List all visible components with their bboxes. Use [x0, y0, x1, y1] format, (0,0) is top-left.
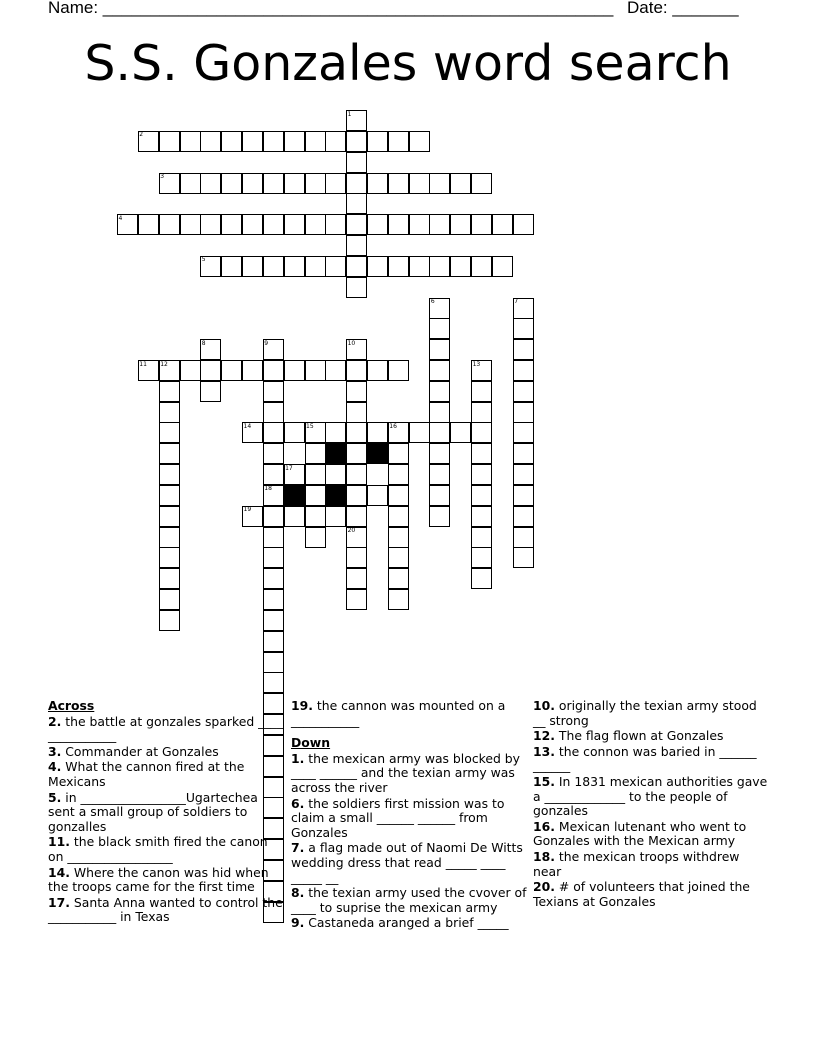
grid-cell[interactable] [346, 568, 367, 589]
grid-cell[interactable] [513, 381, 534, 402]
grid-cell[interactable] [242, 131, 263, 152]
clue-across-17: 17. Santa Anna wanted to control the ___________ in Texas [48, 894, 283, 925]
grid-cell[interactable] [388, 527, 409, 548]
grid-cell[interactable] [388, 568, 409, 589]
grid-cell[interactable] [513, 422, 534, 443]
grid-cell[interactable] [388, 547, 409, 568]
grid-cell[interactable] [263, 443, 284, 464]
grid-cell[interactable] [284, 506, 305, 527]
grid-cell[interactable] [471, 568, 492, 589]
grid-cell[interactable] [429, 402, 450, 423]
grid-cell[interactable] [200, 256, 221, 277]
grid-cell[interactable] [263, 464, 284, 485]
grid-cell[interactable] [242, 214, 263, 235]
clue-across-4: 4. What the cannon fired at the Mexicans [48, 759, 245, 789]
grid-cell[interactable] [346, 277, 367, 298]
grid-cell[interactable] [159, 443, 180, 464]
grid-cell[interactable] [159, 527, 180, 548]
grid-cell[interactable] [513, 402, 534, 423]
grid-cell[interactable] [346, 381, 367, 402]
clue-down-13: 13. the connon was baried in ______ ______ [533, 743, 757, 774]
grid-cell[interactable] [388, 464, 409, 485]
grid-cell[interactable] [513, 547, 534, 568]
grid-cell[interactable] [305, 464, 326, 485]
grid-cell[interactable] [346, 131, 367, 152]
grid-cell[interactable] [284, 422, 305, 443]
clue-across-2: 2. the battle at gonzales sparked ____ ___________ [48, 713, 283, 744]
grid-clue-number: 10 [347, 339, 356, 347]
grid-cell[interactable] [159, 589, 180, 610]
grid-cell[interactable] [159, 610, 180, 631]
grid-cell[interactable] [388, 173, 409, 194]
grid-cell[interactable] [367, 214, 388, 235]
grid-cell[interactable] [450, 422, 471, 443]
grid-cell[interactable] [242, 506, 263, 527]
clue-down-15: 15. In 1831 mexican authorities gave a _____________ to the people of gonzales [533, 773, 768, 819]
grid-clue-number: 11 [139, 360, 147, 368]
grid-cell[interactable] [284, 131, 305, 152]
grid-cell[interactable] [263, 652, 284, 673]
grid-cell[interactable] [471, 443, 492, 464]
grid-cell[interactable] [513, 464, 534, 485]
grid-cell[interactable] [388, 443, 409, 464]
grid-clue-number: 18 [264, 485, 272, 493]
grid-cell[interactable] [409, 131, 430, 152]
grid-cell[interactable] [367, 485, 388, 506]
grid-cell[interactable] [159, 506, 180, 527]
grid-clue-number: 13 [472, 360, 481, 368]
grid-cell[interactable] [346, 110, 367, 131]
grid-cell[interactable] [159, 464, 180, 485]
grid-cell[interactable] [388, 485, 409, 506]
grid-cell[interactable] [492, 256, 513, 277]
grid-cell[interactable] [346, 402, 367, 423]
grid-cell[interactable] [284, 173, 305, 194]
grid-cell[interactable] [263, 339, 284, 360]
grid-cell[interactable] [159, 173, 180, 194]
grid-cell[interactable] [429, 443, 450, 464]
grid-clue-number: 8 [201, 339, 206, 347]
grid-cell[interactable] [117, 214, 138, 235]
grid-cell[interactable] [346, 422, 367, 443]
page-title: S.S. Gonzales word search [84, 35, 732, 92]
grid-cell[interactable] [305, 214, 326, 235]
grid-cell[interactable] [159, 214, 180, 235]
grid-cell[interactable] [367, 256, 388, 277]
clue-down-12: 12. The flag flown at Gonzales [533, 728, 724, 744]
grid-cell[interactable] [305, 173, 326, 194]
grid-cell[interactable] [471, 527, 492, 548]
grid-cell[interactable] [513, 360, 534, 381]
grid-cell[interactable] [200, 214, 221, 235]
clue-down-8: 8. the texian army used the cvover of ____ to suprise the mexican army [291, 885, 527, 915]
grid-cell[interactable] [263, 589, 284, 610]
grid-cell[interactable] [388, 214, 409, 235]
grid-cell[interactable] [305, 256, 326, 277]
grid-clue-number: 12 [160, 360, 168, 368]
name-field-label: Name: ______________________________________________________ [48, 0, 614, 17]
grid-cell[interactable] [325, 360, 346, 381]
grid-clue-number: 19 [243, 506, 252, 514]
grid-clue-number: 17 [285, 464, 293, 472]
grid-cell[interactable] [367, 360, 388, 381]
grid-cell[interactable] [429, 506, 450, 527]
grid-cell[interactable] [429, 485, 450, 506]
grid-cell[interactable] [263, 402, 284, 423]
grid-cell[interactable] [409, 256, 430, 277]
grid-cell[interactable] [180, 360, 201, 381]
grid-cell[interactable] [325, 173, 346, 194]
grid-cell[interactable] [263, 422, 284, 443]
grid-cell[interactable] [471, 547, 492, 568]
date-field-label: Date: _______ [627, 0, 739, 17]
grid-clue-number: 1 [347, 110, 352, 118]
grid-cell[interactable] [346, 443, 367, 464]
grid-cell[interactable] [346, 214, 367, 235]
grid-cell[interactable] [471, 214, 492, 235]
grid-cell[interactable] [346, 589, 367, 610]
grid-cell[interactable] [263, 256, 284, 277]
grid-block [325, 443, 346, 464]
grid-cell[interactable] [429, 173, 450, 194]
clue-down-20: 20. # of volunteers that joined the Texians at Gonzales [533, 879, 750, 909]
grid-cell[interactable] [367, 131, 388, 152]
grid-cell[interactable] [325, 131, 346, 152]
clue-across-11: 11. the black smith fired the canon on _________________ [48, 834, 268, 864]
grid-cell[interactable] [367, 173, 388, 194]
grid-cell[interactable] [263, 360, 284, 381]
grid-clue-number: 9 [264, 339, 269, 347]
grid-cell[interactable] [200, 131, 221, 152]
grid-cell[interactable] [429, 422, 450, 443]
grid-cell[interactable] [346, 256, 367, 277]
grid-cell[interactable] [513, 339, 534, 360]
grid-cell[interactable] [242, 256, 263, 277]
grid-cell[interactable] [221, 360, 242, 381]
grid-cell[interactable] [200, 360, 221, 381]
grid-cell[interactable] [263, 631, 284, 652]
grid-cell[interactable] [471, 506, 492, 527]
clue-down-6: 6. the soldiers first mission was to claim a small ______ ______ from Gonzales [291, 795, 505, 840]
grid-cell[interactable] [221, 256, 242, 277]
grid-cell[interactable] [159, 381, 180, 402]
clue-across-19: 19. the cannon was mounted on a ___________ [291, 698, 506, 728]
grid-cell[interactable] [450, 173, 471, 194]
grid-cell[interactable] [429, 256, 450, 277]
grid-cell[interactable] [325, 506, 346, 527]
grid-cell[interactable] [429, 318, 450, 339]
grid-cell[interactable] [263, 173, 284, 194]
grid-cell[interactable] [263, 506, 284, 527]
grid-cell[interactable] [346, 547, 367, 568]
grid-cell[interactable] [471, 173, 492, 194]
grid-cell[interactable] [242, 422, 263, 443]
grid-cell[interactable] [471, 464, 492, 485]
grid-cell[interactable] [471, 256, 492, 277]
grid-cell[interactable] [346, 173, 367, 194]
grid-clue-number: 2 [139, 131, 144, 139]
grid-block [367, 443, 388, 464]
grid-cell[interactable] [346, 193, 367, 214]
grid-cell[interactable] [450, 256, 471, 277]
clue-across-5: 5. in _________________Ugartechea sent a small group of soldiers to gonzalles [48, 789, 258, 834]
grid-clue-number: 14 [243, 422, 252, 430]
grid-cell[interactable] [263, 485, 284, 506]
grid-cell[interactable] [305, 131, 326, 152]
grid-cell[interactable] [346, 527, 367, 548]
grid-cell[interactable] [388, 422, 409, 443]
grid-cell[interactable] [429, 360, 450, 381]
grid-cell[interactable] [429, 339, 450, 360]
grid-cell[interactable] [388, 360, 409, 381]
down-heading: Down [291, 735, 331, 751]
grid-cell[interactable] [305, 485, 326, 506]
grid-cell[interactable] [513, 527, 534, 548]
clue-across-3: 3. Commander at Gonzales [48, 743, 219, 759]
grid-cell[interactable] [388, 506, 409, 527]
grid-cell[interactable] [159, 485, 180, 506]
grid-cell[interactable] [159, 360, 180, 381]
grid-cell[interactable] [305, 506, 326, 527]
grid-cell[interactable] [242, 173, 263, 194]
grid-cell[interactable] [284, 256, 305, 277]
grid-cell[interactable] [180, 214, 201, 235]
grid-cell[interactable] [471, 402, 492, 423]
grid-clue-number: 20 [347, 527, 356, 535]
grid-cell[interactable] [284, 464, 305, 485]
grid-cell[interactable] [409, 214, 430, 235]
grid-cell[interactable] [200, 173, 221, 194]
clue-down-1: 1. the mexican army was blocked by ____ ______ and the texian army was across the river [291, 750, 520, 795]
grid-cell[interactable] [305, 422, 326, 443]
grid-cell[interactable] [513, 443, 534, 464]
grid-clue-number: 5 [201, 256, 206, 264]
grid-cell[interactable] [263, 214, 284, 235]
grid-cell[interactable] [409, 173, 430, 194]
grid-cell[interactable] [471, 381, 492, 402]
clue-down-7: 7. a flag made out of Naomi De Witts wedding dress that read _____ ____ _____ __ [291, 840, 523, 885]
clue-down-9: 9. Castaneda aranged a brief _____ [291, 915, 509, 931]
grid-cell[interactable] [513, 214, 534, 235]
grid-block [325, 485, 346, 506]
grid-cell[interactable] [305, 527, 326, 548]
grid-clue-number: 15 [306, 422, 314, 430]
grid-cell[interactable] [263, 610, 284, 631]
grid-cell[interactable] [263, 131, 284, 152]
grid-cell[interactable] [513, 485, 534, 506]
grid-cell[interactable] [138, 131, 159, 152]
grid-cell[interactable] [429, 298, 450, 319]
grid-cell[interactable] [346, 360, 367, 381]
grid-cell[interactable] [513, 318, 534, 339]
grid-cell[interactable] [513, 506, 534, 527]
grid-cell[interactable] [325, 464, 346, 485]
grid-cell[interactable] [263, 547, 284, 568]
grid-cell[interactable] [138, 214, 159, 235]
grid-cell[interactable] [367, 422, 388, 443]
grid-cell[interactable] [200, 339, 221, 360]
grid-cell[interactable] [388, 589, 409, 610]
grid-cell[interactable] [200, 381, 221, 402]
across-heading: Across [48, 698, 95, 713]
grid-cell[interactable] [429, 214, 450, 235]
grid-cell[interactable] [221, 131, 242, 152]
grid-cell[interactable] [263, 672, 284, 693]
grid-cell[interactable] [513, 298, 534, 319]
grid-clue-number: 7 [514, 298, 519, 305]
clue-down-16: 16. Mexican lutenant who went to Gonzales with the Mexican army [533, 818, 747, 849]
grid-cell[interactable] [159, 568, 180, 589]
clue-across-14: 14. Where the canon was hid when the troops came for the first time [48, 864, 269, 895]
grid-cell[interactable] [429, 464, 450, 485]
grid-cell[interactable] [471, 422, 492, 443]
right-clues [533, 699, 771, 910]
grid-cell[interactable] [284, 360, 305, 381]
grid-clue-number: 3 [160, 173, 165, 180]
grid-cell[interactable] [346, 464, 367, 485]
grid-cell[interactable] [221, 214, 242, 235]
grid-cell[interactable] [388, 256, 409, 277]
grid-cell[interactable] [346, 485, 367, 506]
grid-cell[interactable] [409, 422, 430, 443]
grid-cell[interactable] [429, 381, 450, 402]
grid-clue-number: 6 [430, 298, 435, 305]
middle-clues [291, 699, 529, 932]
grid-cell[interactable] [492, 214, 513, 235]
grid-cell[interactable] [325, 422, 346, 443]
grid-cell[interactable] [471, 360, 492, 381]
grid-cell[interactable] [180, 173, 201, 194]
grid-cell[interactable] [325, 214, 346, 235]
clue-down-18: 18. the mexican troops withdrew near [533, 848, 740, 879]
grid-cell[interactable] [325, 256, 346, 277]
grid-clue-number: 16 [389, 422, 397, 430]
grid-cell[interactable] [159, 131, 180, 152]
grid-cell[interactable] [221, 173, 242, 194]
grid-block [284, 485, 305, 506]
grid-cell[interactable] [159, 547, 180, 568]
grid-cell[interactable] [284, 214, 305, 235]
grid-cell[interactable] [305, 443, 326, 464]
grid-cell[interactable] [346, 339, 367, 360]
grid-cell[interactable] [263, 527, 284, 548]
grid-cell[interactable] [346, 152, 367, 173]
grid-cell[interactable] [305, 360, 326, 381]
grid-cell[interactable] [263, 568, 284, 589]
clue-down-10: 10. originally the texian army stood __ strong [533, 698, 757, 728]
grid-cell[interactable] [388, 131, 409, 152]
grid-cell[interactable] [159, 422, 180, 443]
across-clues [48, 699, 286, 926]
grid-clue-number: 4 [118, 214, 123, 222]
grid-cell[interactable] [263, 381, 284, 402]
grid-cell[interactable] [159, 402, 180, 423]
grid-cell[interactable] [138, 360, 159, 381]
grid-cell[interactable] [180, 131, 201, 152]
grid-cell[interactable] [471, 485, 492, 506]
grid-cell[interactable] [242, 360, 263, 381]
grid-cell[interactable] [450, 214, 471, 235]
grid-cell[interactable] [346, 235, 367, 256]
grid-cell[interactable] [346, 506, 367, 527]
